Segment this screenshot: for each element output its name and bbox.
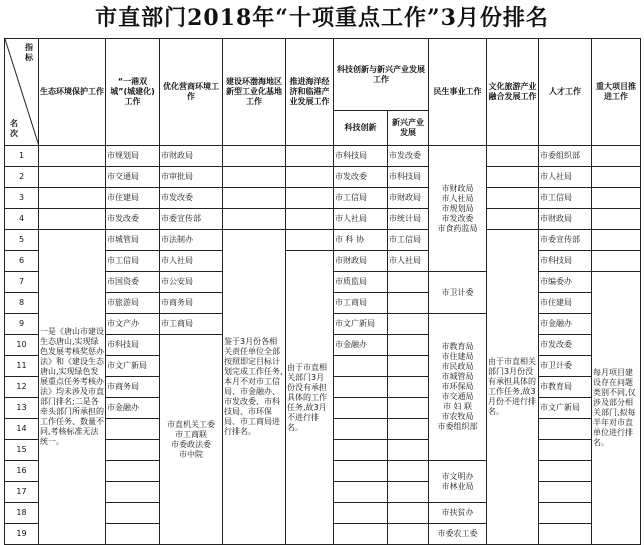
header-yigang: “一港双城”(城建化)工作 (106, 39, 160, 146)
rank-number: 17 (5, 482, 39, 503)
newind-cell (388, 461, 429, 482)
corner-header (5, 39, 39, 146)
talent-cell: 市文广新局 (539, 398, 592, 419)
header-major: 重大项目推进工作 (592, 39, 641, 146)
talent-cell: 市教育局 (539, 377, 592, 398)
tech-cell: 市发改委 (334, 167, 388, 188)
rank-number: 19 (5, 524, 39, 545)
rank-number: 1 (5, 146, 39, 167)
empty-cell (592, 209, 641, 230)
business-bottom (160, 335, 223, 545)
rank-number: 8 (5, 293, 39, 314)
newind-cell (388, 482, 429, 503)
culture-note: 由于市直相关部门3月份没有承担具体的工作任务,故3月份不进行排名。 (487, 230, 539, 545)
talent-cell: 市卫计委 (539, 356, 592, 377)
business-cell: 市商务局 (160, 293, 223, 314)
livelihood-group-b: 市卫计委 (429, 272, 487, 314)
corner-label-rank: 名次 (10, 119, 18, 138)
header-ocean: 推进海洋经济和临港产业发展工作 (286, 39, 334, 146)
talent-cell: 市金融办 (539, 314, 592, 335)
eco-note: 一是《唐山市建设生态唐山,实现绿色发展考核奖惩办法》和《建设生态唐山,实现绿色发展重点任务考核办法》均未涉及市直部门排名;二是各牵头部门所承担的工作任务、数量不同,考核标准无法统一。 (39, 230, 106, 545)
yigang-cell: 市科技局 (106, 335, 160, 356)
livelihood-group-d (429, 461, 487, 503)
list-item: 市发改委 (441, 213, 474, 223)
list-item: 市食药监局 (437, 223, 478, 233)
newind-cell (388, 524, 429, 545)
talent-cell: 市委宣传部 (539, 230, 592, 251)
yigang-cell (106, 503, 160, 524)
header-bohai: 建设环渤海地区新型工业化基地工作 (223, 39, 286, 146)
tech-cell: 市工信局 (334, 188, 388, 209)
table-row (5, 146, 641, 167)
tech-cell (334, 356, 388, 377)
yigang-cell: 市文产办 (106, 314, 160, 335)
list-item: 市财政局 (441, 183, 474, 193)
header-business: 优化营商环境工作 (160, 39, 223, 146)
business-cell: 市财政局 (160, 146, 223, 167)
header-eco: 生态环境保护工作 (39, 39, 106, 146)
newind-cell: 市工信局 (388, 230, 429, 251)
yigang-cell: 市住建局 (106, 188, 160, 209)
yigang-cell (106, 440, 160, 461)
ocean-note: 由于市直相关部门3月份没有承担具体的工作任务,故3月不进行排名。 (286, 251, 334, 545)
talent-cell: 市工信局 (539, 188, 592, 209)
table-row (5, 188, 641, 209)
tech-cell (334, 482, 388, 503)
tech-cell (334, 524, 388, 545)
empty-cell (223, 209, 286, 230)
empty-cell (592, 146, 641, 167)
yigang-cell: 市旅游局 (106, 293, 160, 314)
rank-number: 2 (5, 167, 39, 188)
corner-label-indicator: 指标 (25, 43, 33, 62)
tech-cell: 市 科 协 (334, 230, 388, 251)
yigang-cell: 市金融办 (106, 398, 160, 419)
header-newind: 新兴产业发展 (388, 111, 429, 146)
tech-cell (334, 440, 388, 461)
major-note: 每月项目建设存在问题类别不同,仅涉及部分相关部门,拟每半年对市直单位进行排名。 (592, 272, 641, 545)
list-item: 市规划局 (441, 203, 474, 213)
newind-cell: 市科技局 (388, 167, 429, 188)
business-cell: 市公安局 (160, 272, 223, 293)
newind-cell (388, 356, 429, 377)
empty-cell (487, 188, 539, 209)
header-talent: 人才工作 (539, 39, 592, 146)
yigang-cell: 市商务局 (106, 377, 160, 398)
table-row (5, 167, 641, 188)
tech-cell (334, 461, 388, 482)
talent-cell: 市财政局 (539, 209, 592, 230)
newind-cell (388, 377, 429, 398)
empty-cell (286, 209, 334, 230)
rank-number: 12 (5, 377, 39, 398)
empty-cell (223, 146, 286, 167)
newind-cell: 市统计局 (388, 209, 429, 230)
newind-cell: 市发改委 (388, 146, 429, 167)
newind-cell (388, 398, 429, 419)
list-item: 市中院 (179, 449, 203, 459)
newind-cell (388, 314, 429, 335)
yigang-cell: 市文广新局 (106, 356, 160, 377)
newind-cell: 市人社局 (388, 251, 429, 272)
talent-cell (539, 503, 592, 524)
tech-cell (334, 503, 388, 524)
newind-cell (388, 503, 429, 524)
empty-cell (592, 230, 641, 251)
empty-cell (286, 167, 334, 188)
empty-cell (223, 188, 286, 209)
newind-cell: 市财政局 (388, 188, 429, 209)
list-item: 市人社局 (441, 193, 474, 203)
empty-cell (592, 167, 641, 188)
newind-cell (388, 293, 429, 314)
newind-cell (388, 419, 429, 440)
business-cell: 市发改委 (160, 188, 223, 209)
rank-number: 13 (5, 398, 39, 419)
rank-number: 15 (5, 440, 39, 461)
empty-cell (39, 209, 106, 230)
livelihood-group-a (429, 146, 487, 272)
rank-number: 14 (5, 419, 39, 440)
talent-cell (539, 461, 592, 482)
list-item: 市环保局 (441, 382, 474, 391)
talent-cell: 市住建局 (539, 293, 592, 314)
rank-number: 10 (5, 335, 39, 356)
table-row (5, 209, 641, 230)
empty-cell (39, 188, 106, 209)
tech-cell (334, 419, 388, 440)
empty-cell (592, 188, 641, 209)
business-cell: 市人社局 (160, 251, 223, 272)
list-item: 市委组织部 (437, 422, 478, 431)
talent-cell: 市人社局 (539, 167, 592, 188)
talent-cell (539, 419, 592, 440)
empty-cell (592, 251, 641, 272)
ranking-table-frame (4, 38, 640, 541)
tech-cell: 市人社局 (334, 209, 388, 230)
yigang-cell: 市规划局 (106, 146, 160, 167)
ranking-table (4, 38, 641, 545)
tech-cell: 市财政局 (334, 251, 388, 272)
list-item: 市城管局 (441, 372, 474, 381)
rank-number: 4 (5, 209, 39, 230)
list-item: 市林业局 (441, 481, 474, 491)
yigang-cell (106, 419, 160, 440)
yigang-cell (106, 482, 160, 503)
empty-cell (487, 167, 539, 188)
page-title: 市直部门2018年“十项重点工作”3月份排名 (95, 5, 549, 31)
rank-number: 18 (5, 503, 39, 524)
livelihood-group-e: 市扶贫办 (429, 503, 487, 524)
business-cell: 市委宣传部 (160, 209, 223, 230)
list-item: 市住建局 (441, 352, 474, 361)
empty-cell (39, 167, 106, 188)
talent-cell (539, 440, 592, 461)
talent-cell: 市发改委 (539, 335, 592, 356)
yigang-cell: 市国资委 (106, 272, 160, 293)
talent-cell: 市编委办 (539, 272, 592, 293)
empty-cell (286, 188, 334, 209)
rank-number: 9 (5, 314, 39, 335)
list-item: 市交通局 (441, 392, 474, 401)
newind-cell (388, 440, 429, 461)
table-row (5, 230, 641, 251)
rank-number: 3 (5, 188, 39, 209)
tech-cell (334, 398, 388, 419)
header-tech: 科技创新 (334, 111, 388, 146)
talent-cell: 市委组织部 (539, 146, 592, 167)
business-cell: 市审批局 (160, 167, 223, 188)
talent-cell (539, 524, 592, 545)
tech-cell: 市文广新局 (334, 314, 388, 335)
list-item: 市农牧局 (441, 412, 474, 421)
yigang-cell: 市发改委 (106, 209, 160, 230)
yigang-cell (106, 524, 160, 545)
tech-cell: 市金融办 (334, 335, 388, 356)
header-livelihood: 民生事业工作 (429, 39, 487, 146)
empty-cell (286, 230, 334, 251)
list-item: 市 妇 联 (442, 402, 473, 411)
yigang-cell (106, 461, 160, 482)
yigang-cell: 市城管局 (106, 230, 160, 251)
empty-cell (286, 146, 334, 167)
list-item: 市民政局 (441, 362, 474, 371)
livelihood-group-f: 市委农工委 (429, 524, 487, 545)
empty-cell (487, 146, 539, 167)
list-item: 市文明办 (441, 471, 474, 481)
tech-cell: 市科技局 (334, 146, 388, 167)
list-item: 市委政法委 (171, 439, 211, 449)
tech-cell (334, 377, 388, 398)
empty-cell (39, 146, 106, 167)
rank-number: 11 (5, 356, 39, 377)
talent-cell (539, 482, 592, 503)
tech-cell: 市质监局 (334, 272, 388, 293)
livelihood-group-c (429, 314, 487, 461)
tech-cell: 市工商局 (334, 293, 388, 314)
business-cell: 市法制办 (160, 230, 223, 251)
empty-cell (223, 167, 286, 188)
list-item: 市教育局 (441, 342, 474, 351)
header-tech-group: 科技创新与新兴产业发展工作 (334, 39, 429, 111)
rank-number: 5 (5, 230, 39, 251)
bohai-note: 鉴于3月份各相关责任单位全部按照即定目标计划完成工作任务,本月不对市工信局、市金融办、市发改委、市科技局、市环保局、市工商局进行排名。 (223, 230, 286, 545)
yigang-cell: 市工信局 (106, 251, 160, 272)
business-cell: 市工商局 (160, 314, 223, 335)
rank-number: 16 (5, 461, 39, 482)
rank-number: 6 (5, 251, 39, 272)
rank-number: 7 (5, 272, 39, 293)
empty-cell (487, 209, 539, 230)
yigang-cell: 市交通局 (106, 167, 160, 188)
list-item: 市直机关工委 (167, 419, 215, 429)
newind-cell (388, 272, 429, 293)
header-culture: 文化旅游产业融合发展工作 (487, 39, 539, 146)
newind-cell (388, 335, 429, 356)
list-item: 市工商联 (175, 429, 207, 439)
talent-cell: 市科技局 (539, 251, 592, 272)
